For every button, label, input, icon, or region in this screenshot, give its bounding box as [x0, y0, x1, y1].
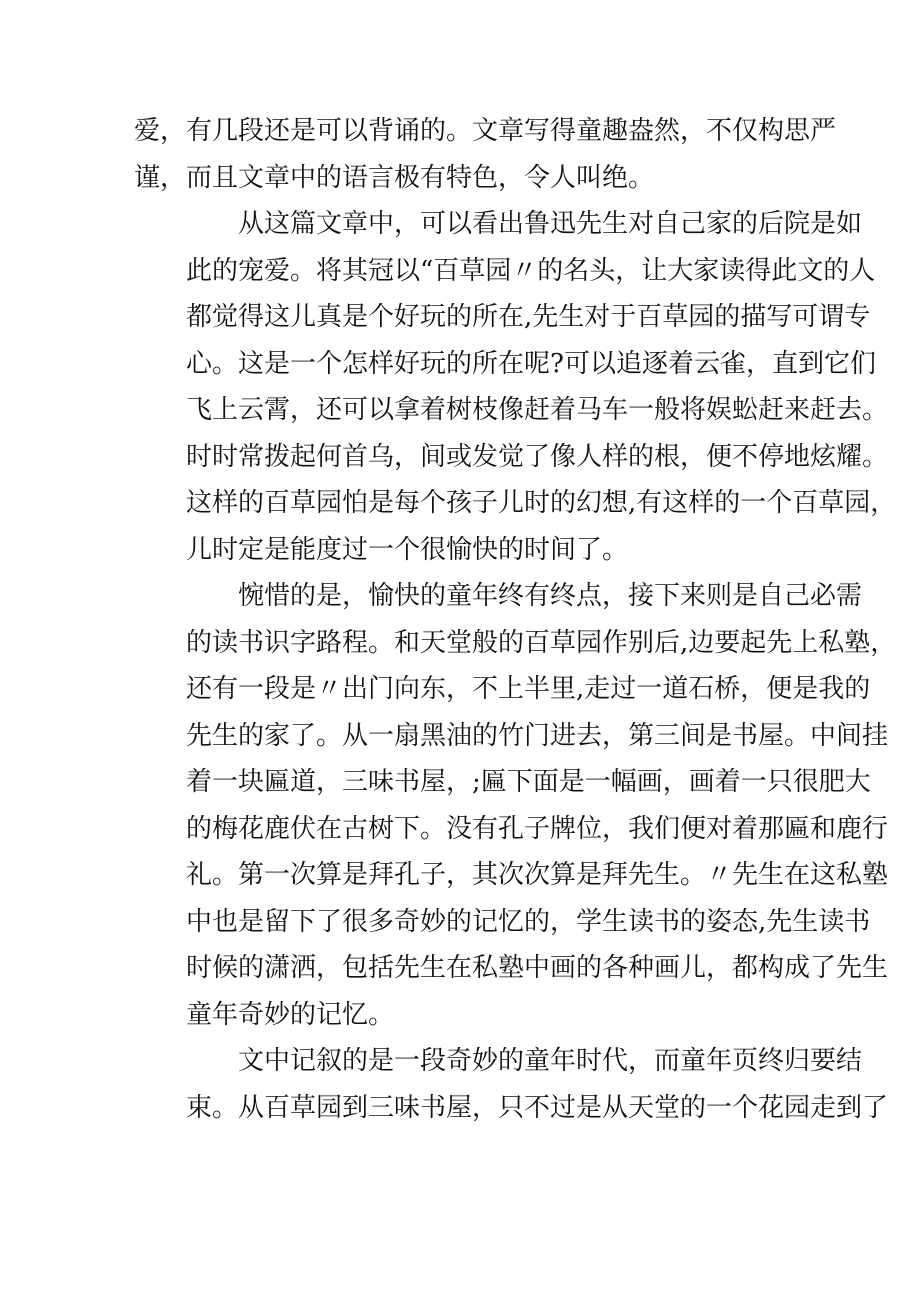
paragraph: [134, 201, 897, 573]
text-line: 童年奇妙的记忆。: [186, 999, 395, 1030]
text-line: 飞上云霄，还可以拿着树枝像赶着马车一般将娱蚣赶来赶去。: [186, 395, 889, 425]
text-line: 时时常拨起何首乌，间或发觉了像人样的根，便不停地炫耀。: [186, 441, 889, 472]
text-line: 着一块匾道，三味书屋，;匾下面是一幅画，画着一只很肥大: [186, 767, 871, 797]
text-line: 谨，而且文章中的语言极有特色，令人叫绝。: [134, 162, 655, 193]
text-line: 这样的百草园怕是每个孩子儿时的幻想,有这样的一个百草园，: [186, 488, 897, 518]
text-line: 爱，有几段还是可以背诵的。文章写得童趣盎然，不仅构思严: [134, 116, 837, 146]
text-line: 儿时定是能度过一个很愉快的时间了。: [186, 534, 629, 565]
text-line: 心。这是一个怎样好玩的所在呢?可以追逐着云雀，直到它们: [186, 348, 876, 379]
document-body: [134, 108, 897, 1131]
paragraph: [134, 1038, 889, 1131]
text-line: 的梅花鹿伏在古树下。没有孔子牌位，我们便对着那匾和鹿行: [186, 813, 889, 844]
text-line: 此的宠爱。将其冠以“百草园〃的名头，让大家读得此文的人: [186, 255, 876, 286]
text-line: 的读书识字路程。和天堂般的百草园作别后,边要起先上私塾，: [186, 627, 897, 658]
text-line: 中也是留下了很多奇妙的记忆的，学生读书的姿态,先生读书: [186, 906, 871, 937]
text-line: 礼。第一次算是拜孔子，其次次算是拜先生。〃先生在这私塾: [186, 860, 889, 890]
paragraph: [134, 108, 837, 201]
text-line: 文中记叙的是一段奇妙的童年时代，而童年页终归要结: [238, 1046, 863, 1076]
text-line: 惋惜的是，愉快的童年终有终点，接下来则是自己必需: [238, 581, 863, 611]
text-line: 先生的家了。从一扇黑油的竹门进去，第三间是书屋。中间挂: [186, 720, 889, 751]
text-line: 束。从百草园到三味书屋，只不过是从天堂的一个花园走到了: [186, 1092, 889, 1123]
paragraph: [134, 573, 897, 1038]
text-line: 时候的潇洒，包括先生在私塾中画的各种画儿，都构成了先生: [186, 953, 889, 983]
text-line: 都觉得这儿真是个好玩的所在,先生对于百草园的描写可谓专: [186, 302, 871, 332]
text-line: 还有一段是〃出门向东，不上半里,走过一道石桥，便是我的: [186, 674, 871, 704]
text-line: 从这篇文章中，可以看出鲁迅先生对自己家的后院是如: [238, 209, 863, 239]
